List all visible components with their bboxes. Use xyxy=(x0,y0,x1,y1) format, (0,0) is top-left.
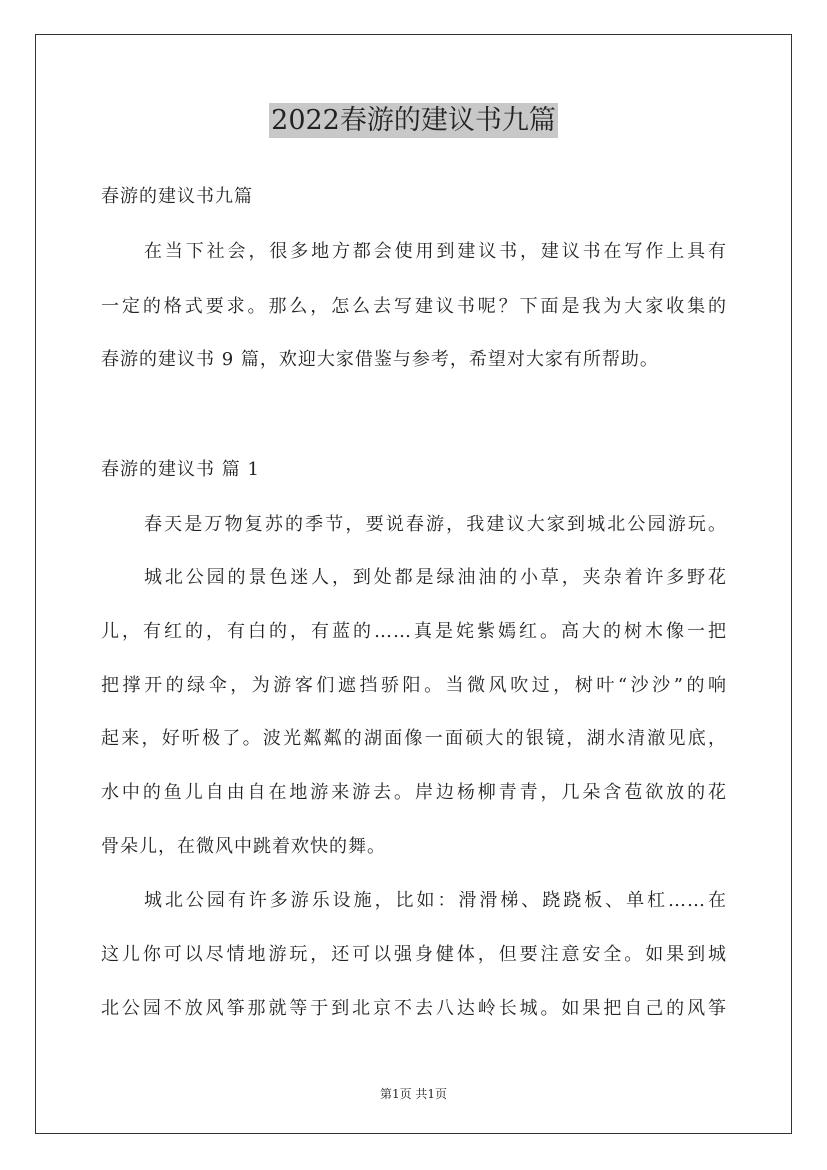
para2-line-2: 儿，有红的，有白的，有蓝的……真是姹紫嫣红。高大的树木像一把 xyxy=(101,621,727,642)
document-subtitle: 春游的建议书九篇 xyxy=(101,186,253,207)
document-title: 2022春游的建议书九篇 xyxy=(271,105,556,136)
section-heading: 春游的建议书 篇 1 xyxy=(101,459,260,480)
para2-line-1: 城北公园的景色迷人，到处都是绿油油的小草，夹杂着许多野花 xyxy=(144,567,727,588)
intro-line-2: 一定的格式要求。那么，怎么去写建议书呢？下面是我为大家收集的 xyxy=(101,296,727,317)
para3-line-2: 这儿你可以尽情地游玩，还可以强身健体，但要注意安全。如果到城 xyxy=(101,944,727,965)
para1-line-1: 春天是万物复苏的季节，要说春游，我建议大家到城北公园游玩。 xyxy=(144,514,727,535)
para3-line-1: 城北公园有许多游乐设施，比如：滑滑梯、跷跷板、单杠……在 xyxy=(144,890,727,911)
intro-line-3: 春游的建议书 9 篇，欢迎大家借鉴与参考，希望对大家有所帮助。 xyxy=(101,349,659,370)
para2-line-3: 把撑开的绿伞，为游客们遮挡骄阳。当微风吹过，树叶“沙沙”的响 xyxy=(101,675,727,696)
para2-line-5: 水中的鱼儿自由自在地游来游去。岸边杨柳青青，几朵含苞欲放的花 xyxy=(101,782,727,803)
intro-line-1: 在当下社会，很多地方都会使用到建议书，建议书在写作上具有 xyxy=(144,241,727,262)
para2-line-4: 起来，好听极了。波光粼粼的湖面像一面硕大的银镜，湖水清澈见底， xyxy=(101,728,727,749)
page-footer: 第1页 共1页 xyxy=(379,1087,448,1101)
para2-line-6: 骨朵儿，在微风中跳着欢快的舞。 xyxy=(101,836,386,857)
para3-line-3: 北公园不放风筝那就等于到北京不去八达岭长城。如果把自己的风筝 xyxy=(101,998,727,1019)
